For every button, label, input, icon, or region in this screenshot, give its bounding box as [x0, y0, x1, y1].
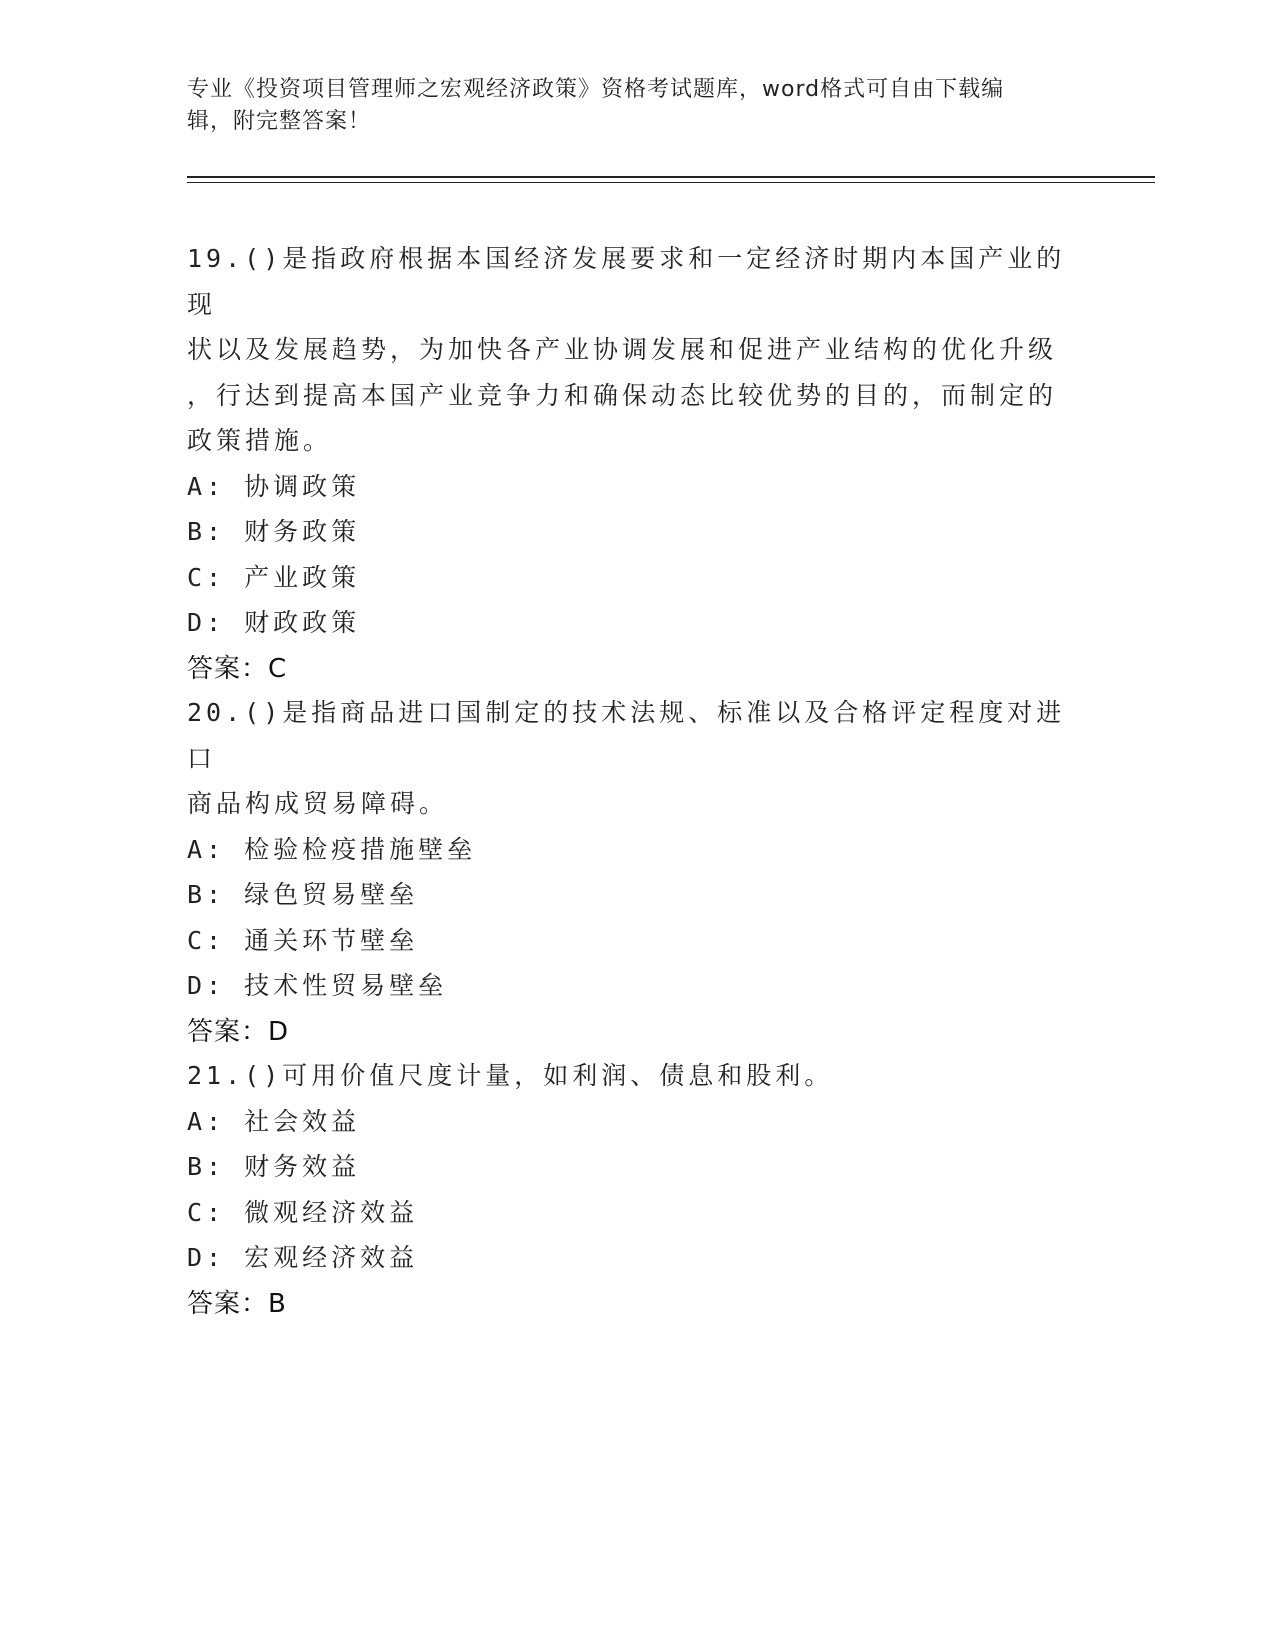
option-c: C: 产业政策 [187, 562, 361, 592]
header-line-1: 专业《投资项目管理师之宏观经济政策》资格考试题库，word格式可自由下载编 [187, 77, 1005, 102]
document-header [187, 74, 1067, 138]
option-d: D: 技术性贸易壁垒 [187, 971, 448, 1000]
question-20 [187, 690, 1087, 1055]
question-stem-line: 政策措施。 [187, 426, 333, 455]
question-stem-line: 20.()是指商品进口国制定的技术法规、标准以及合格评定程度对进口 [187, 698, 1066, 773]
question-stem-line: 状以及发展趋势，为加快各产业协调发展和促进产业结构的优化升级 [187, 335, 1058, 364]
option-a: A: 协调政策 [187, 471, 361, 501]
option-d: D: 财政政策 [187, 608, 361, 637]
question-stem-line: 21.()可用价值尺度计量，如利润、债息和股利。 [187, 1061, 834, 1090]
question-stem-line: ，行达到提高本国产业竞争力和确保动态比较优势的目的，而制定的 [187, 380, 1058, 410]
header-line-2: 辑，附完整答案！ [187, 109, 372, 134]
option-b: B: 绿色贸易壁垒 [187, 880, 419, 909]
option-a: A: 检验检疫措施壁垒 [187, 834, 477, 864]
option-a: A: 社会效益 [187, 1106, 361, 1136]
question-stem-line: 19.()是指政府根据本国经济发展要求和一定经济时期内本国产业的现 [187, 244, 1066, 319]
option-d: D: 宏观经济效益 [187, 1243, 419, 1272]
option-c: C: 通关环节壁垒 [187, 925, 419, 955]
option-c: C: 微观经济效益 [187, 1197, 419, 1227]
question-stem-line: 商品构成贸易障碍。 [187, 789, 449, 818]
question-19 [187, 236, 1087, 692]
header-divider-thick [187, 176, 1155, 178]
option-b: B: 财务政策 [187, 517, 361, 546]
answer-label: 答案：C [187, 653, 288, 684]
question-21 [187, 1053, 1087, 1327]
answer-label: 答案：D [187, 1016, 290, 1047]
header-divider-thin [187, 182, 1155, 183]
option-b: B: 财务效益 [187, 1152, 361, 1181]
answer-label: 答案：B [187, 1288, 287, 1319]
